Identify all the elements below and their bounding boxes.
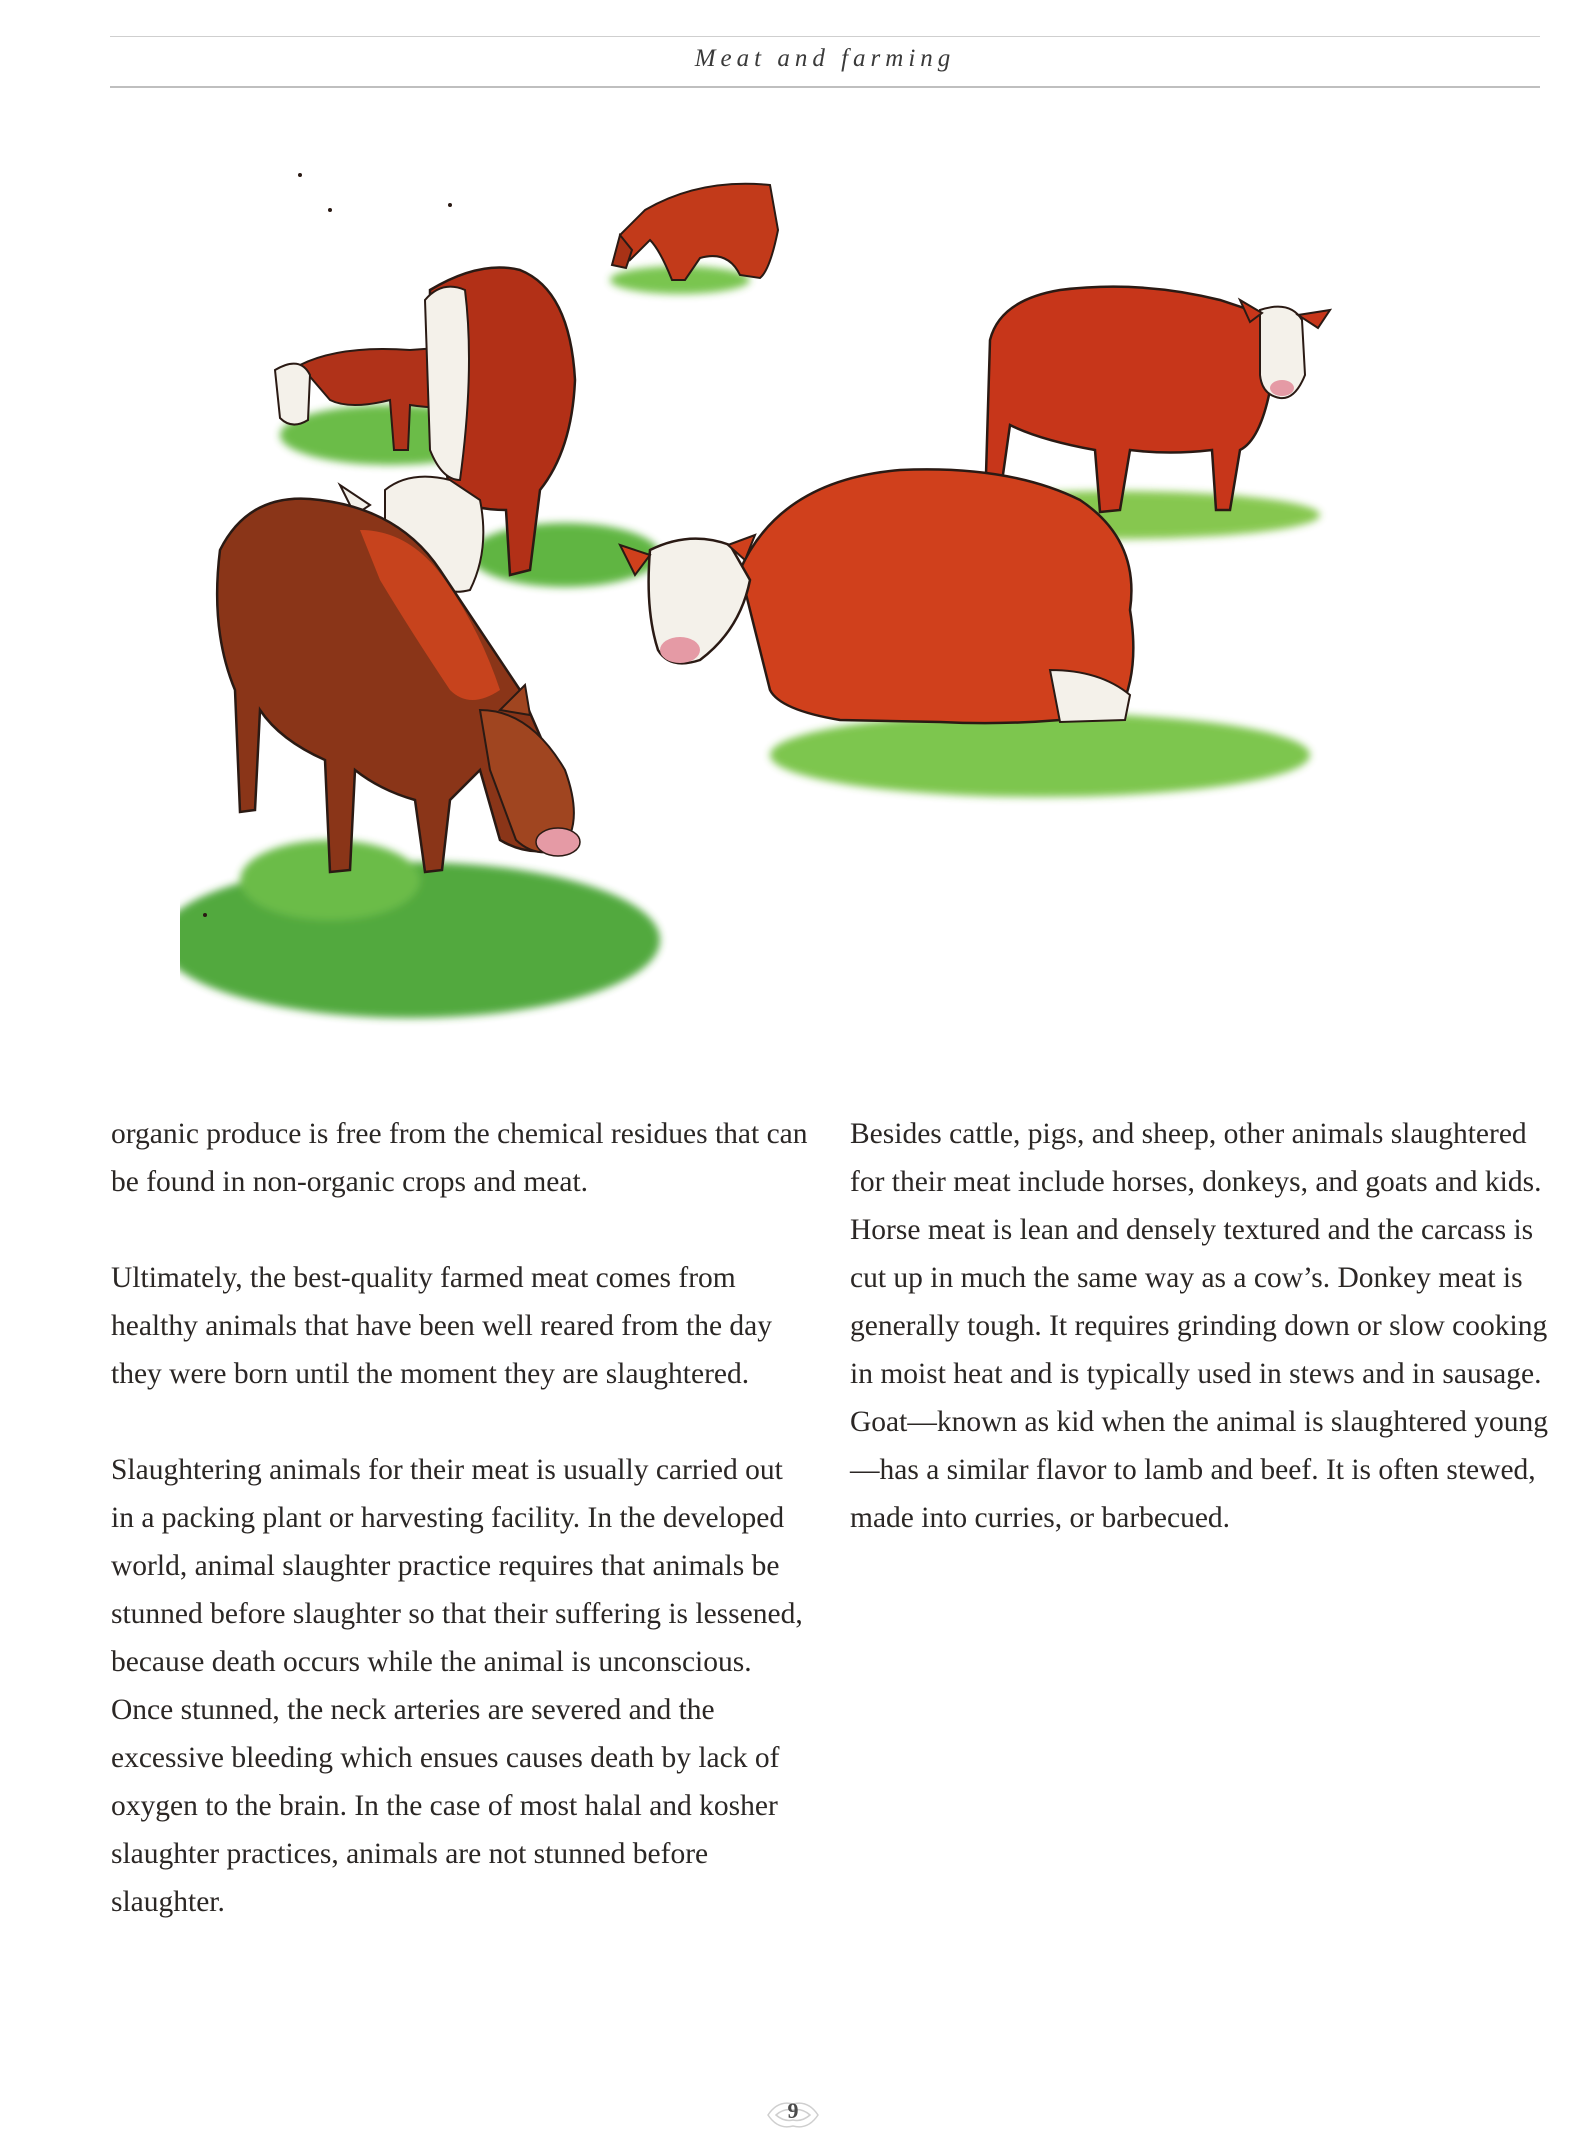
page-header (110, 36, 1540, 88)
cow-lying (620, 469, 1133, 723)
page-number: 9 (787, 2098, 799, 2123)
paragraph: Ultimately, the best-quality farmed meat comes from healthy animals that have been well reared from the day they were born until the moment they are slaughtered. (111, 1262, 773, 1390)
header-bottom-rule (110, 86, 1540, 88)
running-head: Meat and farming (694, 45, 956, 72)
right-column (850, 1110, 1550, 1590)
paragraph: organic produce is free from the chemical residues that can be found in non-organic crops and meat. (111, 1118, 808, 1198)
left-column (111, 1110, 811, 1974)
header-top-rule (110, 36, 1540, 37)
paragraph: Besides cattle, pigs, and sheep, other animals slaughtered for their meat include horses, donkeys, and goats and kids. Horse meat is lean and densely textured and the carcass is cut up in much the same way as a cow’s. Donkey meat is generally tough. It requires grinding down or slow cooking in moist heat and is typically used in stews and in sausage. Goat—known as kid when the animal is slaughtered young—has a similar flavor to lamb and beef. It is often stewed, made into curries, or barbecued. (850, 1118, 1549, 1534)
cow-grazing-far (612, 184, 778, 280)
cow-standing-right (985, 287, 1330, 512)
page-number-ornament (758, 2090, 828, 2140)
cattle-watercolor-illustration (180, 150, 1440, 1050)
paragraph: Slaughtering animals for their meat is usually carried out in a packing plant or harvesting facility. In the developed world, animal slaughter practice requires that animals be stunned before slaughter so that their suffering is lessened, because death occurs while the animal is unconscious. Once stunned, the neck arteries are severed and the excessive bleeding which ensues causes death by lack of oxygen to the brain. In the case of most halal and kosher slaughter practices, animals are not stunned before slaughter. (111, 1454, 803, 1918)
